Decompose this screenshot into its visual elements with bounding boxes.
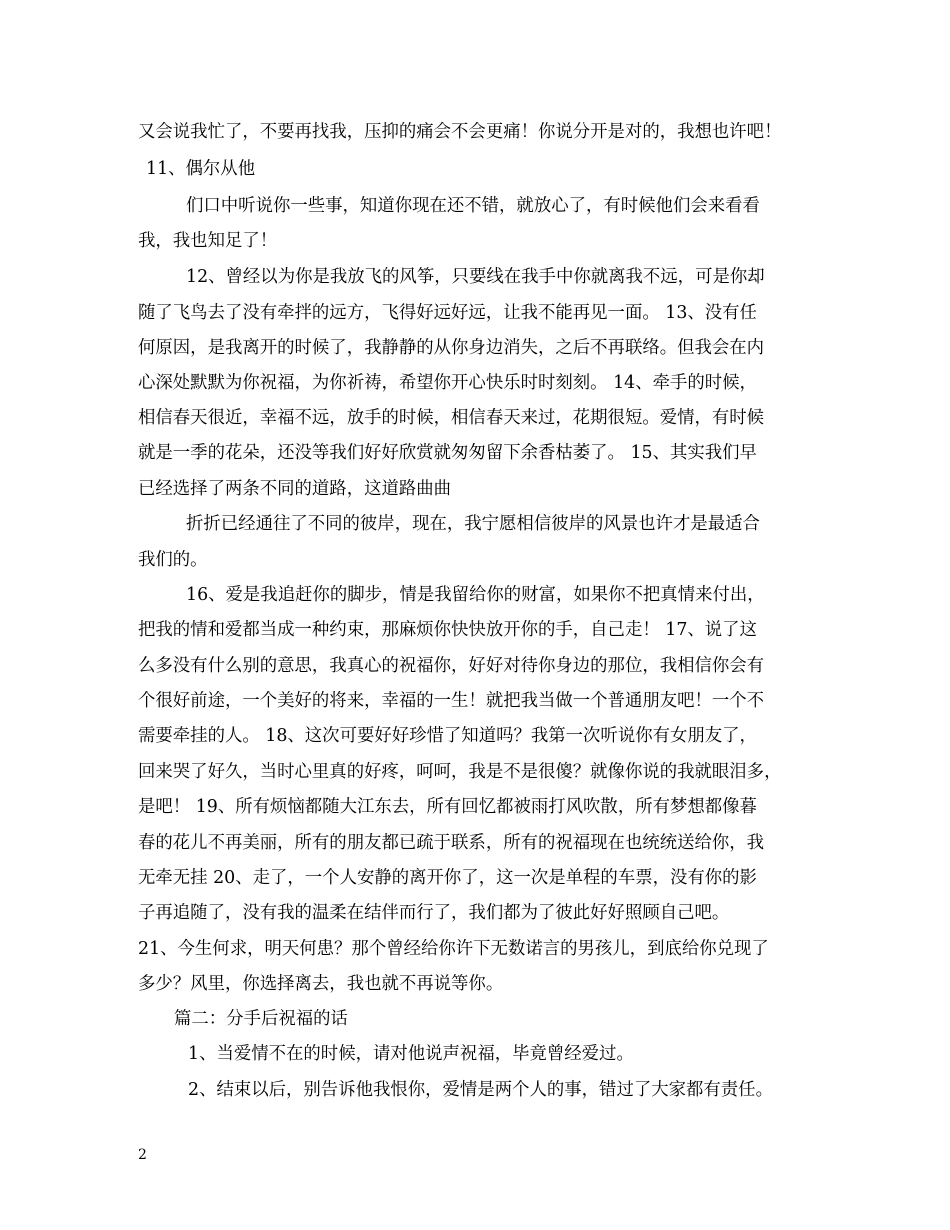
text-line-12: 折折已经通往了不同的彼岸，现在，我宁愿相信彼岸的风景也许才是最适合 — [186, 514, 760, 534]
text-line-13: 我们的。 — [138, 550, 208, 570]
page-number: 2 — [138, 1147, 147, 1163]
text-line-5: 12、曾经以为你是我放飞的风筝，只要线在我手中你就离我不远，可是你却 — [186, 267, 765, 287]
text-line-8: 心深处默默为你祝福，为你祈祷，希望你开心快乐时时刻刻。 14、牵手的时候， — [138, 373, 757, 393]
text-line-16: 么多没有什么别的意思，我真心的祝福你，好好对待你身边的那位，我相信你会有 — [138, 656, 765, 676]
list-item-2: 2、结束以后，别告诉他我恨你，爱情是两个人的事，错过了大家都有责任。 — [188, 1080, 773, 1100]
text-line-24: 21、今生何求，明天何患？那个曾经给你许下无数诺言的男孩儿，到底给你兑现了 — [138, 939, 769, 959]
text-line-6: 随了飞鸟去了没有牵拌的远方，飞得好远好远，让我不能再见一面。 13、没有任 — [138, 303, 757, 323]
text-line-1: 又会说我忙了，不要再找我，压抑的痛会不会更痛！你说分开是对的，我想也许吧！ — [138, 122, 782, 142]
section-heading: 篇二：分手后祝福的话 — [174, 1009, 348, 1029]
text-line-25: 多少？风里，你选择离去，我也就不再说等你。 — [138, 974, 504, 994]
text-line-3: 们口中听说你一些事，知道你现在还不错，就放心了，有时候他们会来看看 — [186, 196, 760, 216]
text-line-14: 16、爱是我追赶你的脚步，情是我留给你的财富，如果你不把真情来付出， — [186, 585, 765, 605]
text-line-4: 我，我也知足了！ — [138, 231, 278, 251]
text-line-17: 个很好前途，一个美好的将来，幸福的一生！就把我当做一个普通朋友吧！一个不 — [138, 691, 765, 711]
text-line-2: 11、偶尔从他 — [146, 159, 256, 179]
text-line-23: 子再追随了，没有我的温柔在结伴而行了，我们都为了彼此好好照顾自己吧。 — [138, 903, 730, 923]
text-line-15: 把我的情和爱都当成一种约束，那麻烦你快快放开你的手，自己走！ 17、说了这 — [138, 620, 757, 640]
text-line-21: 春的花儿不再美丽，所有的朋友都已疏于联系，所有的祝福现在也统统送给你，我 — [138, 833, 765, 853]
text-line-10: 就是一季的花朵，还没等我们好好欣赏就匆匆留下余香枯萎了。 15、其实我们早 — [138, 443, 757, 463]
text-line-11: 已经选择了两条不同的道路，这道路曲曲 — [138, 479, 452, 499]
text-line-20: 是吧！ 19、所有烦恼都随大江东去，所有回忆都被雨打风吹散，所有梦想都像暮 — [138, 797, 757, 817]
text-line-9: 相信春天很近，幸福不远，放手的时候，相信春天来过，花期很短。爱情，有时候 — [138, 408, 765, 428]
text-line-19: 回来哭了好久，当时心里真的好疼，呵呵，我是不是很傻？就像你说的我就眼泪多， — [138, 762, 782, 782]
text-line-7: 何原因，是我离开的时候了，我静静的从你身边消失，之后不再联络。但我会在内 — [138, 338, 765, 358]
text-line-18: 需要牵挂的人。 18、这次可要好好珍惜了知道吗？我第一次听说你有女朋友了， — [138, 726, 757, 746]
text-line-22: 无牵无挂 20、走了，一个人安静的离开你了，这一次是单程的车票，没有你的影 — [138, 868, 757, 888]
list-item-1: 1、当爱情不在的时候，请对他说声祝福，毕竟曾经爱过。 — [188, 1044, 634, 1064]
